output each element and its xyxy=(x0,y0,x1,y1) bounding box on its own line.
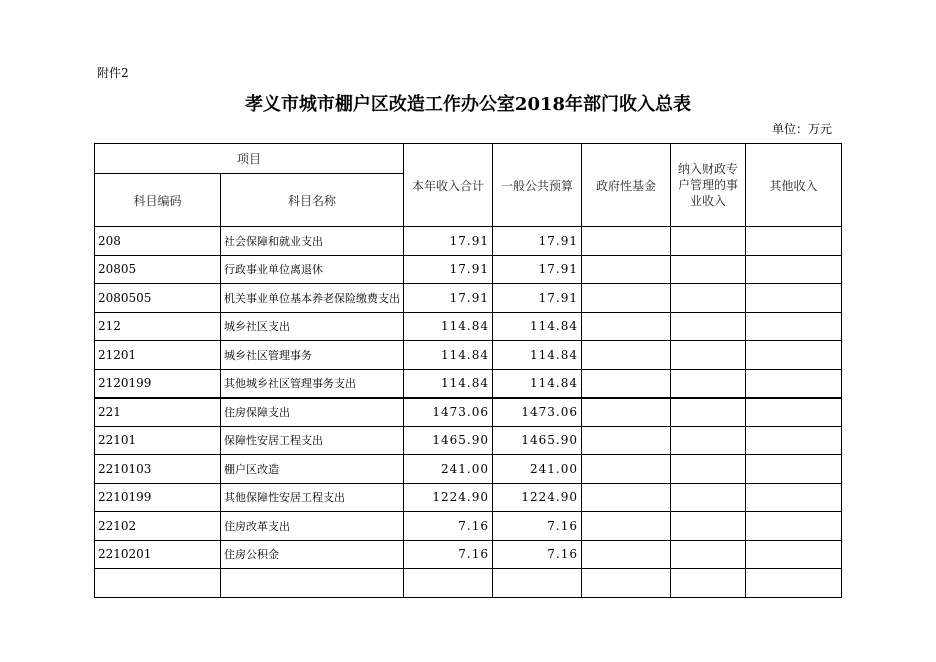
cell-name: 社会保障和就业支出 xyxy=(221,227,404,256)
cell-fiscal-special xyxy=(671,512,746,541)
cell-total: 7.16 xyxy=(404,512,493,541)
header-other: 其他收入 xyxy=(746,144,842,227)
cell-other xyxy=(746,398,842,427)
header-gov-fund: 政府性基金 xyxy=(582,144,671,227)
cell-code: 22102 xyxy=(95,512,221,541)
cell-code: 2210199 xyxy=(95,483,221,512)
cell-fiscal-special xyxy=(671,312,746,341)
cell-name: 保障性安居工程支出 xyxy=(221,426,404,455)
header-fiscal-special: 纳入财政专户管理的事业收入 xyxy=(671,144,746,227)
cell-gov-fund xyxy=(582,455,671,484)
cell-fiscal-special xyxy=(671,341,746,370)
cell-other xyxy=(746,227,842,256)
cell-code: 2210201 xyxy=(95,540,221,569)
cell-fiscal-special xyxy=(671,227,746,256)
cell-name: 机关事业单位基本养老保险缴费支出 xyxy=(221,284,404,313)
cell-fiscal-special xyxy=(671,540,746,569)
cell-general-budget: 7.16 xyxy=(493,540,582,569)
cell-general-budget: 241.00 xyxy=(493,455,582,484)
cell-general-budget xyxy=(493,569,582,598)
cell-other xyxy=(746,284,842,313)
cell-general-budget: 114.84 xyxy=(493,369,582,398)
cell-total: 114.84 xyxy=(404,369,493,398)
cell-other xyxy=(746,341,842,370)
cell-total: 1465.90 xyxy=(404,426,493,455)
cell-code: 212 xyxy=(95,312,221,341)
table-row xyxy=(95,540,842,569)
cell-general-budget: 1224.90 xyxy=(493,483,582,512)
table-row xyxy=(95,341,842,370)
cell-other xyxy=(746,255,842,284)
cell-other xyxy=(746,369,842,398)
header-code: 科目编码 xyxy=(95,174,221,227)
table-row xyxy=(95,227,842,256)
cell-other xyxy=(746,455,842,484)
table-row xyxy=(95,284,842,313)
cell-general-budget: 1465.90 xyxy=(493,426,582,455)
table-row xyxy=(95,483,842,512)
cell-code: 221 xyxy=(95,398,221,427)
cell-total: 7.16 xyxy=(404,540,493,569)
cell-code: 2080505 xyxy=(95,284,221,313)
cell-total: 1473.06 xyxy=(404,398,493,427)
cell-code: 208 xyxy=(95,227,221,256)
cell-gov-fund xyxy=(582,227,671,256)
cell-gov-fund xyxy=(582,540,671,569)
header-name: 科目名称 xyxy=(221,174,404,227)
cell-total: 17.91 xyxy=(404,255,493,284)
cell-name: 其他保障性安居工程支出 xyxy=(221,483,404,512)
cell-fiscal-special xyxy=(671,455,746,484)
table-row xyxy=(95,398,842,427)
cell-code: 22101 xyxy=(95,426,221,455)
table-row xyxy=(95,255,842,284)
table-row xyxy=(95,312,842,341)
income-summary-table xyxy=(94,143,842,598)
cell-general-budget: 17.91 xyxy=(493,284,582,313)
cell-name: 棚户区改造 xyxy=(221,455,404,484)
header-general-budget: 一般公共预算 xyxy=(493,144,582,227)
cell-fiscal-special xyxy=(671,284,746,313)
cell-name xyxy=(221,569,404,598)
cell-general-budget: 17.91 xyxy=(493,227,582,256)
cell-other xyxy=(746,569,842,598)
cell-fiscal-special xyxy=(671,569,746,598)
cell-gov-fund xyxy=(582,426,671,455)
cell-gov-fund xyxy=(582,341,671,370)
cell-fiscal-special xyxy=(671,369,746,398)
cell-other xyxy=(746,540,842,569)
cell-name: 城乡社区管理事务 xyxy=(221,341,404,370)
cell-gov-fund xyxy=(582,369,671,398)
cell-name: 住房改革支出 xyxy=(221,512,404,541)
unit-label: 单位：万元 xyxy=(772,122,833,136)
page-title: 孝义市城市棚户区改造工作办公室2018年部门收入总表 xyxy=(244,94,692,115)
cell-fiscal-special xyxy=(671,398,746,427)
cell-total: 1224.90 xyxy=(404,483,493,512)
table-row xyxy=(95,455,842,484)
cell-gov-fund xyxy=(582,569,671,598)
cell-code: 2210103 xyxy=(95,455,221,484)
cell-total: 114.84 xyxy=(404,341,493,370)
cell-general-budget: 17.91 xyxy=(493,255,582,284)
table-row xyxy=(95,426,842,455)
cell-fiscal-special xyxy=(671,255,746,284)
table-row xyxy=(95,569,842,598)
cell-other xyxy=(746,483,842,512)
cell-fiscal-special xyxy=(671,483,746,512)
cell-general-budget: 7.16 xyxy=(493,512,582,541)
cell-general-budget: 114.84 xyxy=(493,341,582,370)
cell-gov-fund xyxy=(582,512,671,541)
cell-gov-fund xyxy=(582,255,671,284)
cell-general-budget: 114.84 xyxy=(493,312,582,341)
cell-other xyxy=(746,312,842,341)
header-total: 本年收入合计 xyxy=(404,144,493,227)
cell-total: 114.84 xyxy=(404,312,493,341)
cell-general-budget: 1473.06 xyxy=(493,398,582,427)
cell-gov-fund xyxy=(582,312,671,341)
cell-name: 住房保障支出 xyxy=(221,398,404,427)
cell-gov-fund xyxy=(582,284,671,313)
cell-name: 城乡社区支出 xyxy=(221,312,404,341)
cell-fiscal-special xyxy=(671,426,746,455)
cell-code: 2120199 xyxy=(95,369,221,398)
cell-name: 住房公积金 xyxy=(221,540,404,569)
cell-code xyxy=(95,569,221,598)
cell-gov-fund xyxy=(582,483,671,512)
table-row xyxy=(95,369,842,398)
cell-code: 20805 xyxy=(95,255,221,284)
cell-code: 21201 xyxy=(95,341,221,370)
attachment-label: 附件2 xyxy=(97,66,129,80)
cell-total xyxy=(404,569,493,598)
cell-other xyxy=(746,426,842,455)
header-project: 项目 xyxy=(95,144,404,174)
cell-name: 行政事业单位离退休 xyxy=(221,255,404,284)
cell-gov-fund xyxy=(582,398,671,427)
cell-total: 17.91 xyxy=(404,227,493,256)
table-row xyxy=(95,512,842,541)
cell-other xyxy=(746,512,842,541)
cell-total: 17.91 xyxy=(404,284,493,313)
cell-name: 其他城乡社区管理事务支出 xyxy=(221,369,404,398)
cell-total: 241.00 xyxy=(404,455,493,484)
